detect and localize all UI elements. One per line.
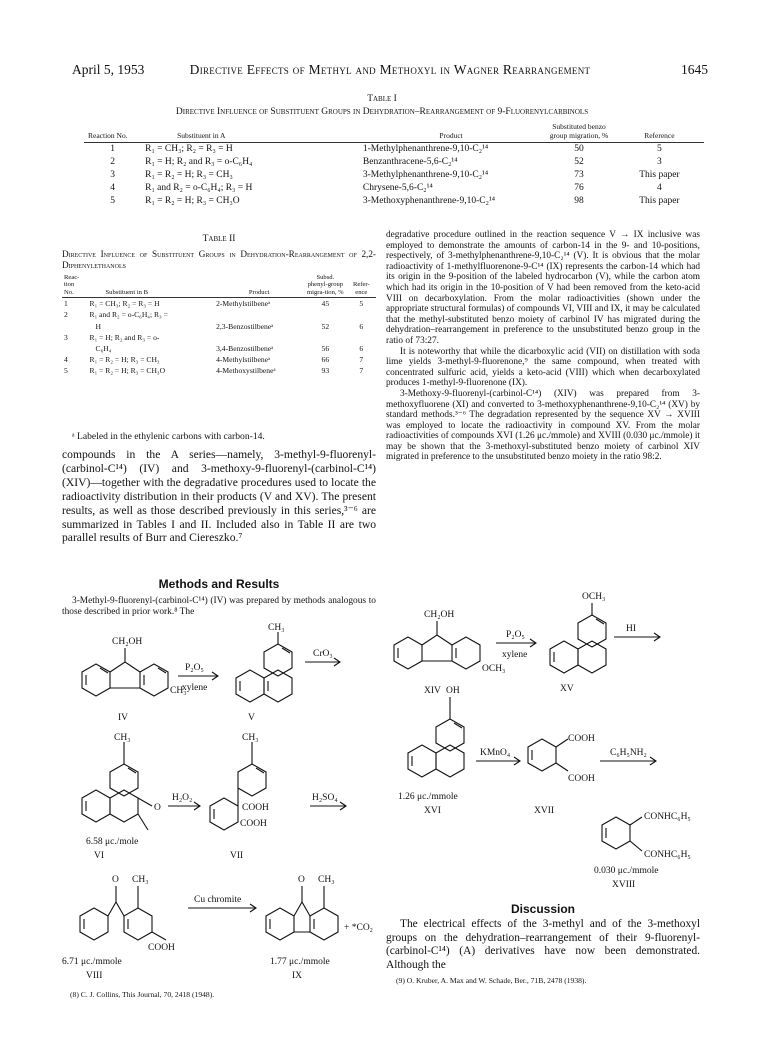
table1-col-migration: Substituted benzo group migration, % — [543, 123, 615, 143]
label-viii: VIII — [86, 971, 103, 981]
label-vii-cooh-1: COOH — [242, 803, 269, 813]
cell: 3-Methoxyphenanthrene-9,10-C₂¹⁴ — [362, 196, 496, 206]
cell: 6 — [359, 344, 364, 354]
label-vii-methyl: CH₃ — [242, 733, 259, 743]
cell: 76 — [574, 183, 584, 193]
table2-col-no: Reac-tion No. — [62, 274, 88, 298]
cell: 2 — [110, 157, 115, 167]
cell: Chrysene-5,6-C₂¹⁴ — [362, 183, 433, 193]
cell: 6 — [359, 321, 364, 331]
cell: 3 — [657, 157, 662, 167]
table1-caption: Directive Influence of Substituent Groups in Dehydration–Rearrangement of 9-Fluorenylcarbinols — [175, 107, 589, 117]
footnote-8: (8) C. J. Collins, This Journal, 70, 2418 (1948). — [70, 990, 215, 999]
label-viii-oxo: O — [112, 875, 119, 885]
reaction-scheme-left — [60, 620, 380, 990]
discussion-text: The electrical effects of the 3-methyl and of the 3-methoxyl groups on the dehydration–rearrangement of their 9-fluorenyl-(carbinol-C¹⁴) (A) derivatives have now been demonstrated. Although the — [386, 918, 700, 971]
label-xv: XV — [560, 684, 574, 694]
methods-text: 3-Methyl-9-fluorenyl-(carbinol-C¹⁴) (IV) was prepared by methods analogous to those described in prior work.⁸ The — [62, 596, 376, 617]
cell: 98 — [574, 196, 584, 206]
label-reagent-4: H₂SO₄ — [312, 793, 338, 803]
label-viii-methyl: CH₃ — [132, 875, 149, 885]
cell: 5 — [110, 196, 115, 206]
label-v-methyl: CH₃ — [268, 623, 285, 633]
label-xviii-activity: 0.030 μc./mmole — [594, 866, 659, 876]
label-vi-oxo: O — [154, 803, 161, 813]
cell: R₁ = R₂ = H; R₃ = CH₃O — [89, 366, 166, 376]
header-page-number: 1645 — [681, 62, 708, 77]
cell: 4 — [110, 183, 115, 193]
label-vii: VII — [230, 851, 244, 861]
cell: 50 — [574, 144, 584, 154]
cell — [88, 332, 215, 354]
label-vi: VI — [94, 851, 105, 861]
cell: 1 — [64, 299, 68, 309]
table1-col-reference: Reference — [615, 123, 704, 143]
cell-text: H — [95, 321, 101, 331]
left-column-text — [62, 448, 376, 545]
label-xiv-substituent: CH₂OH — [424, 610, 455, 620]
label-xiv-methoxy: OCH₃ — [482, 664, 506, 674]
cell: This paper — [639, 170, 680, 180]
cell: 2-Methylstilbeneᵃ — [216, 299, 271, 309]
label-v: V — [248, 713, 255, 723]
cell: 2 — [64, 310, 68, 320]
table-row — [84, 156, 704, 169]
table2-footnote: ᵃ Labeled in the ethylenic carbons with carbon-14. — [72, 431, 265, 442]
cell: 7 — [359, 355, 364, 365]
label-ix-methyl: CH₃ — [318, 875, 335, 885]
cell: Benzanthracene-5,6-C₂¹⁴ — [362, 157, 458, 167]
label-xvii: XVII — [534, 806, 555, 816]
cell: 5 — [64, 366, 68, 376]
cell: 52 — [321, 321, 330, 331]
label-co2: + *CO₂ — [344, 923, 373, 933]
label-vii-cooh-2: COOH — [240, 819, 267, 829]
table-row — [84, 195, 704, 208]
label-iv-substituent: CH₂OH — [112, 637, 143, 647]
table-row — [84, 143, 704, 157]
table2-col-migration: Subsd. phenyl-group migra-tion, % — [304, 274, 347, 298]
discussion-heading: Discussion — [510, 902, 576, 916]
header-title: Directive Effects of Methyl and Methoxyl in Wagner Rearrangement — [189, 62, 591, 77]
label-xvi-activity: 1.26 μc./mmole — [398, 792, 458, 802]
label-iv: IV — [118, 713, 129, 723]
cell: 3-Methylphenanthrene-9,10-C₂¹⁴ — [362, 170, 489, 180]
cell: 4-Methylstilbeneᵃ — [216, 355, 271, 365]
table1-header-row — [84, 123, 704, 143]
label-ix-activity: 1.77 μc./mmole — [270, 957, 330, 967]
cell: 4-Methoxystilbeneᵃ — [216, 366, 276, 376]
label-xv-methoxy: OCH₃ — [582, 592, 606, 602]
cell: 7 — [359, 366, 364, 376]
label-reagent-1: P₂O₅ — [185, 663, 204, 673]
label-reagent-kmno4: KMnO₄ — [480, 748, 511, 758]
cell: R₁ = H; R₂ and R₃ = o-C₆H₄ — [145, 157, 253, 167]
table-row — [62, 354, 376, 365]
label-viii-cooh: COOH — [148, 943, 175, 953]
table2-label: Table II — [202, 234, 236, 244]
paragraph: degradative procedure outlined in the reaction sequence V → IX inclusive was employed to demonstrate the amounts of carbon-14 in the 9- and 10-positions, respectively, of 3-methylphenanthrene-9,10-C₂¹⁴ (V). It is obvious that the molar radioactivity of 1-methylfluorenone-9-C¹⁴ (IX) represents the carbon-14 which had its origin in the 9-position of the labeled hydrocarbon (V), while the carbon atom which had its origin in the 10-position of V had been removed from the keto-acid VIII on decarboxylation. From the molar radioactivities (shown under the appropriate structural formulas) of compounds VI, VIII and IX, it may be calculated that the methyl-substituted benzo moiety of carbinol IV has migrated during the dehydration–rearrangement in preference to the unsubstituted benzo group in the ratio of 73:27. — [386, 230, 700, 346]
label-vi-activity: 6.58 μc./mole — [86, 837, 139, 847]
cell: 4 — [657, 183, 662, 193]
cell-text: R₁ = H; R₂ and R₃ = o- — [89, 332, 160, 342]
cell-text: C₆H₄ — [95, 344, 112, 354]
label-ix: IX — [292, 971, 303, 981]
cell: 52 — [574, 157, 584, 167]
cell: 66 — [321, 355, 330, 365]
cell: 5 — [657, 144, 662, 154]
cell — [88, 309, 215, 331]
table2-col-reference: Refer-ence — [347, 274, 376, 298]
table1-label: Table I — [367, 94, 397, 104]
label-xvii-cooh-2: COOH — [568, 774, 595, 784]
label-xvii-cooh-1: COOH — [568, 734, 595, 744]
right-column-text — [386, 230, 700, 463]
label-iv-methyl: CH₃ — [170, 686, 187, 696]
paragraph: 3-Methoxy-9-fluorenyl-(carbinol-C¹⁴) (XIV) was prepared from 3-methoxyfluorene (XI) and converted to 3-methoxyphenanthrene-9,10-C₂¹⁴ (XV) by standard methods.³⁻⁶ The degradation represented by the sequence XV → XVIII was employed to locate the radioactivity in compound XV. From the molar radioactivities of compounds XVI (1.26 μc./mmole) and XVIII (0.030 μc./mmole) it may be shown that the 3-methoxyl-substituted benzo moiety of carbinol XIV migrated in preference to the unsubstituted benzo moiety in the ratio 98:2. — [386, 388, 700, 463]
table-row — [62, 365, 376, 376]
cell: 56 — [321, 344, 330, 354]
label-xviii: XVIII — [612, 880, 636, 890]
cell: R₁ = R₂ = H; R₃ = CH₃ — [89, 355, 160, 365]
label-viii-activity: 6.71 μc./mmole — [62, 957, 122, 967]
label-reagent-5: Cu chromite — [194, 895, 242, 905]
label-reagent-aniline: C₆H₅NH₂ — [610, 748, 647, 758]
header-date: April 5, 1953 — [72, 62, 145, 77]
label-vi-methyl: CH₃ — [114, 733, 131, 743]
footnote-9: (9) O. Kruber, A. Max and W. Schade, Ber., 71B, 2478 (1938). — [396, 976, 587, 985]
label-reagent-p2o5: P₂O₅ — [506, 630, 525, 640]
cell: 3 — [64, 332, 68, 342]
cell: 2,3-Benzostilbeneᵃ — [216, 321, 274, 331]
table-row — [84, 182, 704, 195]
table2-col-substituent: Substituent in B — [88, 274, 215, 298]
table1-col-no: Reaction No. — [84, 123, 141, 143]
table1 — [84, 123, 704, 208]
table-row — [62, 298, 376, 310]
paragraph: compounds in the A series—namely, 3-methyl-9-fluorenyl-(carbinol-C¹⁴) (IV) and 3-methoxy-9-fluorenyl-(carbinol-C¹⁴) (XIV)—together with the degradative procedures used to locate the radioactivity distribution in their products (V and XV). The present results, as well as those described previously in this series,³⁻⁶ are summarized in Tables I and II. Included also in Table II are two parallel results of Burr and Ciereszko.⁷ — [62, 448, 376, 545]
label-xiv: XIV — [424, 686, 441, 696]
table-row — [62, 309, 376, 331]
cell-text: R₁ and R₂ = o-C₆H₄; R₃ = — [89, 310, 168, 320]
table1-col-product: Product — [359, 123, 543, 143]
table2 — [62, 274, 376, 377]
label-reagent-hi: HI — [626, 624, 637, 634]
label-solvent-xylene: xylene — [502, 650, 528, 660]
cell: R₁ = CH₃; R₂ = R₃ = H — [145, 144, 233, 154]
cell: 5 — [359, 299, 364, 309]
reaction-scheme-right — [388, 585, 708, 910]
label-reagent-2: CrO₃ — [313, 649, 333, 659]
cell: This paper — [639, 196, 680, 206]
label-xviii-amide-1: CONHC₆H₅ — [644, 812, 691, 822]
methods-heading: Methods and Results — [158, 577, 280, 591]
cell: 1-Methylphenanthrene-9,10-C₂¹⁴ — [362, 144, 489, 154]
cell: R₁ = CH₃; R₂ = R₃ = H — [89, 299, 160, 309]
cell: R₁ = R₂ = H; R₃ = CH₃O — [145, 196, 240, 206]
table1-col-substituent: Substituent in A — [141, 123, 359, 143]
label-ix-oxo: O — [298, 875, 305, 885]
cell: 1 — [110, 144, 115, 154]
label-xvi-hydroxy: OH — [446, 686, 460, 696]
label-xvi: XVI — [424, 806, 441, 816]
table2-col-product: Product — [214, 274, 304, 298]
table2-header-row — [62, 274, 376, 298]
label-solvent-1: xylene — [182, 683, 208, 693]
table-row — [84, 169, 704, 182]
table-row — [62, 332, 376, 354]
cell: 3 — [110, 170, 115, 180]
cell: 93 — [321, 366, 330, 376]
paragraph: It is noteworthy that while the dicarboxylic acid (VII) on distillation with soda lime yields 3-methyl-9-fluorenone,⁹ the same compound, when treated with concentrated sulfuric acid, yields a keto-acid (VIII) which when decarboxylated produces 1-methyl-9-fluorenone (IX). — [386, 346, 700, 389]
cell: R₁ and R₂ = o-C₆H₄; R₃ = H — [145, 183, 253, 193]
table2-caption: Directive Influence of Substituent Groups in Dehydration-Rearrangement of 2,2-Diphenylethanols — [62, 249, 376, 271]
cell: 73 — [574, 170, 584, 180]
cell: R₁ = R₂ = H; R₃ = CH₃ — [145, 170, 233, 180]
cell: 45 — [321, 299, 330, 309]
cell: 4 — [64, 355, 68, 365]
label-reagent-3: H₂O₂ — [172, 793, 193, 803]
label-xviii-amide-2: CONHC₆H₅ — [644, 850, 691, 860]
cell: 3,4-Benzostilbeneᵃ — [216, 344, 274, 354]
